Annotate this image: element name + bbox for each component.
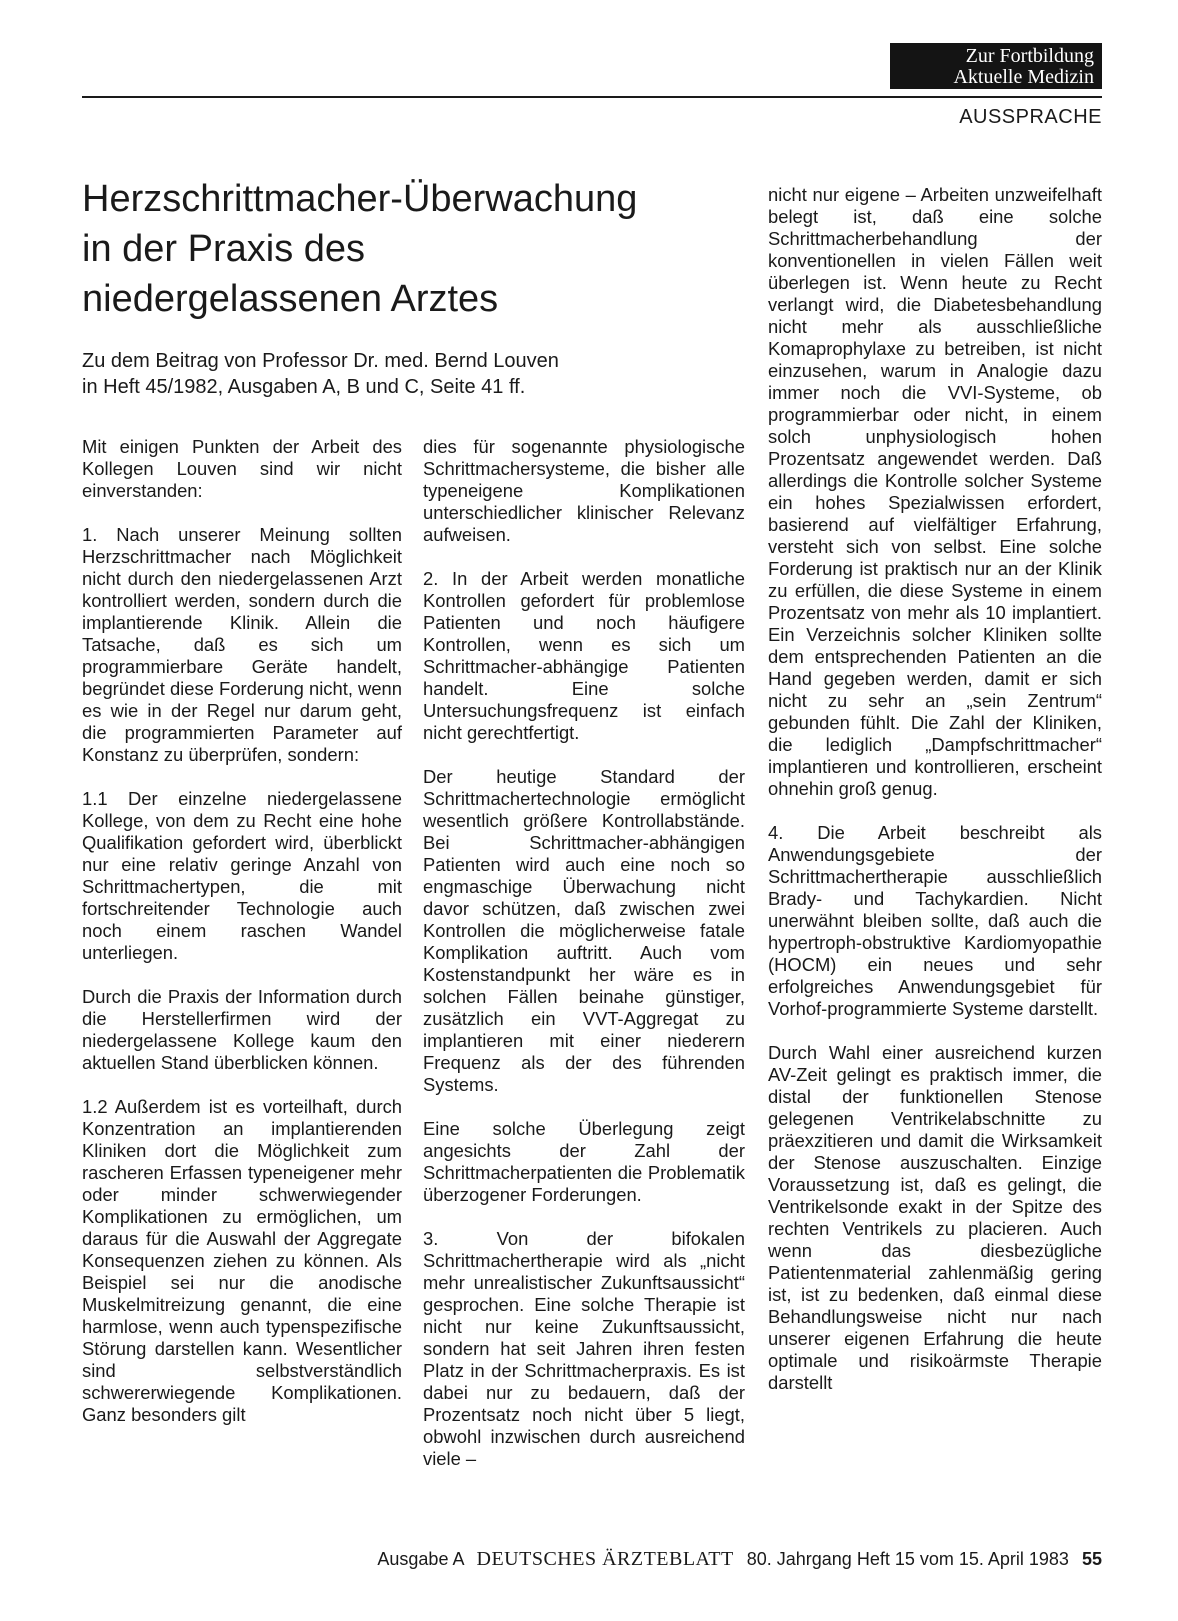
page-number: 55: [1081, 1549, 1102, 1569]
paragraph: Eine solche Überlegung zeigt angesichts der Zahl der Schrittmacherpatienten die Problematik überzogener Forderungen.: [423, 1118, 745, 1205]
paragraph: Mit einigen Punkten der Arbeit des Kollegen Louven sind wir nicht einverstanden:: [82, 436, 402, 501]
title-line-1: Herzschrittmacher-Überwachung: [82, 178, 638, 220]
paragraph: Durch Wahl einer ausreichend kurzen AV-Zeit gelingt es praktisch immer, die distal der funktionellen Stenose gelegenen Ventrikelabschnitte zu präexzitieren und damit die Wirksamkeit der Stenose auszuschalten. Einzige Voraussetzung ist, daß es gelingt, die Ventrikelsonde exakt in der Spitze des rechten Ventrikels zu placieren. Auch wenn das diesbezügliche Patientenmaterial zahlenmäßig gering ist, ist zu bedenken, daß einmal diese Behandlungsweise nicht nur nach unserer eigenen Erfahrung die heute optimale und risikoärmste Therapie darstellt: [768, 1042, 1102, 1393]
paragraph: dies für sogenannte physiologische Schrittmachersysteme, die bisher alle typeneigene Komplikationen unterschiedlicher klinischer Relevanz aufweisen.: [423, 436, 745, 545]
section-label: AUSSPRACHE: [959, 106, 1102, 128]
paragraph: 1.1 Der einzelne niedergelassene Kollege, von dem zu Recht eine hohe Qualifikation gefordert wird, überblickt nur eine relativ geringe Anzahl von Schrittmachertypen, die mit fortschreitender Technologie auch noch einem raschen Wandel unterliegen.: [82, 788, 402, 963]
rubric-badge: [890, 43, 1102, 89]
text-column-1: [82, 436, 402, 1448]
paragraph: 1.2 Außerdem ist es vorteilhaft, durch Konzentration an implantierenden Kliniken dort die Möglichkeit zum rascheren Erfassen typeneigener mehr oder minder schwerwiegender Komplikationen zu ermöglichen, um daraus für die Auswahl der Aggregate Konsequenzen ziehen zu können. Als Beispiel sei nur die anodische Muskelmitreizung genannt, die eine harmlose, wenn auch typenspezifische Störung darstellen kann. Wesentlicher sind selbstverständlich schwererwiegende Komplikationen. Ganz besonders gilt: [82, 1096, 402, 1425]
title-line-3: niedergelassenen Arztes: [82, 278, 499, 320]
subtitle-line-1: Zu dem Beitrag von Professor Dr. med. Bernd Louven: [82, 350, 559, 372]
rubric-line-1: Zur Fortbildung: [965, 45, 1094, 67]
paragraph: 3. Von der bifokalen Schrittmachertherapie wird als „nicht mehr unrealistischer Zukunftsaussicht“ gesprochen. Eine solche Therapie ist nicht nur keine Zukunftsaussicht, sondern hat seit Jahren ihren festen Platz in der Schrittmacherpraxis. Es ist dabei nur zu bedauern, daß der Prozentsatz noch nicht über 5 liegt, obwohl inzwischen durch ausreichend viele –: [423, 1228, 745, 1469]
subtitle-line-2: in Heft 45/1982, Ausgaben A, B und C, Seite 41 ff.: [82, 376, 526, 398]
footer-journal: DEUTSCHES ÄRZTEBLATT: [476, 1548, 734, 1570]
paragraph: nicht nur eigene – Arbeiten unzweifelhaft belegt ist, daß eine solche Schrittmacherbehandlung der konventionellen in vielen Fällen weit überlegen ist. Wenn heute zu Recht verlangt wird, die Diabetesbehandlung nicht mehr als ausschließliche Komaprophylaxe zu betreiben, ist nicht einzusehen, warum in Analogie dazu immer noch die VVI-Systeme, ob programmierbar oder nicht, in einem solch unphysiologisch hohen Prozentsatz angewendet werden. Daß allerdings die Kontrolle solcher Systeme ein hohes Spezialwissen erfordert, basierend auf vielfältiger Erfahrung, versteht sich von selbst. Eine solche Forderung ist praktisch nur an der Klinik zu erfüllen, die diese Systeme in einem Prozentsatz von mehr als 10 implantiert. Ein Verzeichnis solcher Kliniken sollte dem entsprechenden Patienten an die Hand gegeben werden, damit er sich nicht zu sehr an „sein Zentrum“ gebunden fühlt. Die Zahl der Kliniken, die lediglich „Dampfschrittmacher“ implantieren und kontrollieren, erscheint ohnehin groß genug.: [768, 184, 1102, 799]
paragraph: 2. In der Arbeit werden monatliche Kontrollen gefordert für problemlose Patienten und noch häufigere Kontrollen, wenn es sich um Schrittmacher-abhängige Patienten handelt. Eine solche Untersuchungsfrequenz ist einfach nicht gerechtfertigt.: [423, 568, 745, 743]
paragraph: 4. Die Arbeit beschreibt als Anwendungsgebiete der Schrittmachertherapie ausschließlich Brady- und Tachykardien. Nicht unerwähnt bleiben sollte, daß auch die hypertroph-obstruktive Kardiomyopathie (HOCM) ein neues und sehr erfolgreiches Anwendungsgebiet für Vorhof-programmierte Systeme darstellt.: [768, 822, 1102, 1019]
page-footer: [377, 1548, 1102, 1571]
article-title: [82, 174, 722, 324]
header-rule: [82, 96, 1102, 98]
footer-edition: Ausgabe A: [377, 1549, 464, 1569]
text-column-2: [423, 436, 745, 1492]
title-line-2: in der Praxis des: [82, 228, 366, 270]
text-column-3: [768, 184, 1102, 1416]
article-subtitle: [82, 348, 722, 400]
rubric-line-2: Aktuelle Medizin: [953, 66, 1094, 88]
footer-issue: 80. Jahrgang Heft 15 vom 15. April 1983: [746, 1549, 1069, 1569]
paragraph: Der heutige Standard der Schrittmachertechnologie ermöglicht wesentlich größere Kontrollabstände. Bei Schrittmacher-abhängigen Patienten wird auch eine noch so engmaschige Überwachung nicht davor schützen, daß zwischen zwei Kontrollen die möglicherweise fatale Komplikation auftritt. Auch vom Kostenstandpunkt her wäre es in solchen Fällen beinahe günstiger, zusätzlich ein VVT-Aggregat zu implantieren mit einer niederern Frequenz als der des führenden Systems.: [423, 766, 745, 1095]
paragraph: Durch die Praxis der Information durch die Herstellerfirmen wird der niedergelassene Kollege kaum den aktuellen Stand überblicken können.: [82, 986, 402, 1073]
paragraph: 1. Nach unserer Meinung sollten Herzschrittmacher nach Möglichkeit nicht durch den niedergelassenen Arzt kontrolliert werden, sondern durch die implantierende Klinik. Allein die Tatsache, daß es sich um programmierbare Geräte handelt, begründet diese Forderung nicht, wenn es wie in der Regel nur darum geht, die programmierten Parameter auf Konstanz zu überprüfen, sondern:: [82, 524, 403, 765]
